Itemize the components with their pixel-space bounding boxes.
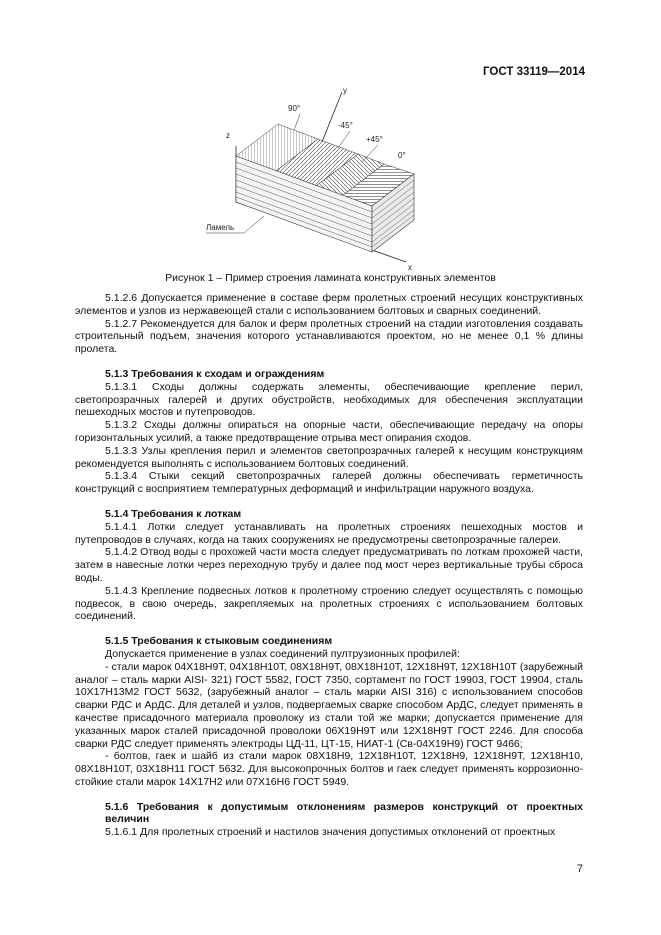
angle-plus45-label: +45° (366, 135, 383, 144)
heading-5-1-5: 5.1.5 Требования к стыковым соединениям (105, 635, 333, 648)
heading-5-1-4: 5.1.4 Требования к лоткам (105, 507, 242, 520)
z-axis-label: z (226, 131, 230, 140)
angle-minus45-label: -45° (338, 121, 353, 130)
paragraph-5-1-5-steels: - стали марок 04Х18Н9Т, 04Х18Н10Т, 08Х18Н9Т, 08Х18Н10Т, 12Х18Н9Т, 12Х18Н10Т (зарубежный аналог – сталь марки AISI- 321) ГОСТ 5582, ГОСТ 7350, сортамент по ГОСТ 19903, ГОСТ 19904, сталь 10Х17Н13М2 ГОСТ 5632, (зарубежный аналог – сталь марки AISI 316) с использованием способов сварки РДС и АрДС. Для деталей и узлов, подвергаемых сварке способом АрДС, следует применять в качестве присадочного материала проволоку из стали той же марки; допускается применение для указанных марок сталей присадочной проволоки 06Х19Н9Т или 12Х18Н9Т ГОСТ 2246. Для способа сварки РДС следует применять электроды ЦД-11, ЦТ-15, НИАТ-1 (Св-04Х19Н9) ГОСТ 9466; (75, 660, 583, 750)
angle-90-leader (294, 114, 300, 130)
paragraph-5-1-2-7: 5.1.2.7 Рекомендуется для балок и ферм пролетных строений на стадии изготовления создавать строительный подъем, значения которого устанавливаются проектом, но не менее 0,1 % длины пролета. (75, 317, 583, 356)
x-axis-label: x (408, 263, 412, 272)
angle-0-label: 0° (398, 151, 406, 160)
heading-5-1-3: 5.1.3 Требования к сходам и ограждениям (105, 367, 325, 380)
paragraph-5-1-5-intro: Допускается применение в узлах соединений пултрузионных профилей: (105, 647, 460, 660)
paragraph-5-1-4-3: 5.1.4.3 Крепление подвесных лотков к пролетному строению следует осуществлять с помощью подвесок, в свою очередь, закрепляемых на пролетных строениях с использованием болтовых соединений. (75, 584, 583, 623)
paragraph-5-1-3-2: 5.1.3.2 Сходы должны опираться на опорные части, обеспечивающие передачу на опоры горизонтальных усилий, а также предотвращение отрыва мест опирания сходов. (75, 419, 583, 444)
paragraph-5-1-3-3: 5.1.3.3 Узлы крепления перил и элементов светопрозрачных галерей к несущим конструкциям рекомендуется выполнять с использованием болтовых соединений. (75, 444, 583, 470)
y-axis-line (322, 92, 342, 142)
laminate-figure (200, 84, 440, 274)
paragraph-5-1-4-2: 5.1.4.2 Отвод воды с прохожей части моста следует предусматривать по лоткам прохожей части, затем в навесные лотки через переходную трубу и далее под мост через вертикальные трубы сброса воды. (75, 546, 583, 584)
page-number: 7 (576, 863, 583, 875)
body-text (75, 292, 583, 839)
standard-code: ГОСТ 33119—2014 (483, 66, 585, 78)
paragraph-5-1-5-bolts: - болтов, гаек и шайб из стали марок 08Х18Н9, 12Х18Н10Т, 12Х18Н9, 12Х18Н9Т, 12Х18Н10, 08Х18Н10Т, 03Х18Н11 ГОСТ 5632. Для высокопрочных болтов и гаек следует применять коррозионно-стойкие стали марок 14Х17Н2 или 07Х16Н6 ГОСТ 5949. (75, 750, 583, 788)
lamella-label: Ламель (206, 223, 235, 232)
paragraph-5-1-2-6: 5.1.2.6 Допускается применение в составе ферм пролетных строений несущих конструктивных элементов и узлов из нержавеющей стали с использованием болтовых и сварных соединений. (75, 292, 583, 317)
paragraph-5-1-4-1: 5.1.4.1 Лотки следует устанавливать на пролетных строениях пешеходных мостов и путепроводов в случаях, когда на таких сооружениях не предусмотрены светопрозрачные галереи. (75, 520, 583, 546)
y-axis-label: y (343, 86, 347, 95)
paragraph-5-1-6-1: 5.1.6.1 Для пролетных строений и настилов значения допустимых отклонений от проектных (105, 826, 556, 839)
paragraph-5-1-3-4: 5.1.3.4 Стыки секций светопрозрачных галерей должны обеспечивать герметичность конструкций с восприятием температурных деформаций и инфильтрации наружного воздуха. (75, 470, 583, 496)
heading-5-1-6: 5.1.6 Требования к допустимым отклонениям размеров конструкций от проектных величин (105, 800, 583, 826)
lamella-leader (244, 216, 264, 233)
paragraph-5-1-3-1: 5.1.3.1 Сходы должны содержать элементы, обеспечивающие крепление перил, светопрозрачных галерей и других обустройств, необходимых для обеспечения эксплуатации пешеходных мостов и путепроводов. (75, 380, 583, 419)
angle-minus45-leader (338, 131, 350, 148)
figure-caption: Рисунок 1 – Пример строения ламината конструктивных элементов (165, 272, 496, 284)
angle-90-label: 90° (288, 104, 301, 113)
